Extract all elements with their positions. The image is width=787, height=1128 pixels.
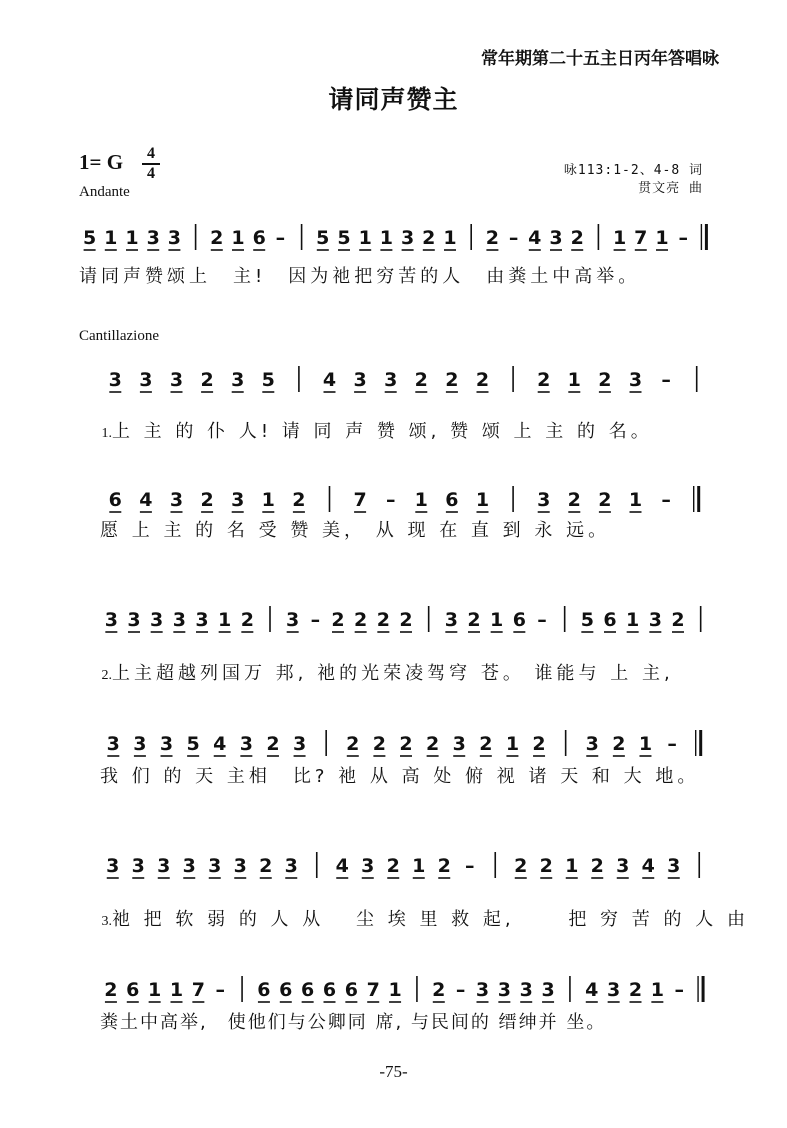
note: 2 [240, 609, 254, 631]
note: 2 [399, 733, 413, 755]
note: 3 [384, 369, 398, 391]
note: 3 [169, 369, 184, 391]
key-signature: 1= G [79, 150, 124, 174]
note: 2 [346, 733, 360, 755]
tempo-marking-refrain: Andante [79, 184, 130, 200]
note: 3 [182, 855, 196, 877]
note: 1 [626, 609, 640, 631]
note: 6 [344, 979, 358, 1001]
jianpu-notes [100, 600, 720, 640]
note: 2 [475, 369, 490, 391]
note: 1 [443, 227, 457, 249]
page-title: 请同声赞主 [328, 87, 459, 114]
dash-note: – [661, 489, 671, 511]
note: 1 [638, 733, 653, 755]
note: 7 [353, 489, 367, 511]
note: 6 [512, 609, 526, 631]
note: 2 [266, 733, 280, 755]
notation-line-verse2-b [100, 724, 720, 764]
note: 2 [671, 609, 685, 631]
note: 6 [603, 609, 617, 631]
note: 4 [213, 733, 227, 755]
note: 4 [139, 489, 153, 511]
lyrics-text: 祂 把 软 弱 的 人 从 尘 埃 里 救 起, 把 穷 苦 的 人 由 [111, 909, 749, 930]
jianpu-notes [100, 360, 720, 400]
note: 1 [104, 227, 118, 249]
notation-line-verse3-a [100, 846, 720, 886]
note: 2 [598, 489, 612, 511]
note: 5 [82, 227, 97, 249]
note: 1 [655, 227, 669, 249]
note: 1 [612, 227, 627, 249]
dash-note: – [678, 227, 688, 249]
lyrics-refrain: 请同声赞颂上 主! 因为祂把穷苦的人 由粪土中高举。 [79, 266, 641, 287]
note: 2 [331, 609, 345, 631]
note: 6 [257, 979, 271, 1001]
note: 5 [261, 369, 275, 391]
note: 5 [337, 227, 351, 249]
note: 2 [259, 855, 273, 877]
note: 2 [425, 733, 440, 755]
jianpu-notes [79, 218, 719, 258]
note: 1 [628, 489, 643, 511]
note: 2 [414, 369, 428, 391]
tempo-marking-verses: Cantillazione [79, 328, 159, 344]
note: 3 [208, 855, 222, 877]
time-signature-bottom: 4 [147, 165, 155, 182]
note: 3 [150, 609, 164, 631]
note: 2 [292, 489, 306, 511]
note: 3 [146, 227, 160, 249]
note: 3 [131, 855, 145, 877]
note: 1 [379, 227, 394, 249]
note: 5 [316, 227, 330, 249]
dash-note: – [674, 979, 684, 1001]
note: 3 [167, 227, 182, 249]
lyrics-text: 上主超越列国万 邦, 祂的光荣凌驾穹 苍。 谁能与 上 主, [111, 663, 674, 684]
note: 2 [567, 489, 581, 511]
note: 3 [159, 733, 174, 755]
notation-line-verse2-a [100, 600, 720, 640]
note: 3 [541, 979, 555, 1001]
note: 2 [467, 609, 481, 631]
note: 3 [292, 733, 307, 755]
note: 6 [126, 979, 140, 1001]
note: 1 [505, 733, 520, 755]
note: 2 [485, 227, 500, 249]
note: 1 [412, 855, 426, 877]
note: 6 [252, 227, 266, 249]
dash-note: – [455, 979, 466, 1001]
notation-line-verse1-b [100, 480, 720, 520]
lyrics-text: 上 主 的 仆 人! 请 同 声 赞 颂, 赞 颂 上 主 的 名。 [111, 421, 653, 442]
note: 4 [641, 855, 655, 877]
note: 1 [490, 609, 504, 631]
notation-line-verse1-a [100, 360, 720, 400]
verse-number: 2. [101, 668, 112, 683]
lyricist-credit: 咏113:1-2、4-8 词 [563, 163, 703, 178]
note: 2 [539, 855, 553, 877]
note: 3 [361, 855, 375, 877]
note: 6 [301, 979, 315, 1001]
note: 2 [628, 979, 643, 1001]
dash-note: – [465, 855, 475, 877]
note: 3 [104, 609, 118, 631]
note: 7 [366, 979, 380, 1001]
note: 7 [634, 227, 648, 249]
note: 7 [191, 979, 205, 1001]
note: 2 [437, 855, 451, 877]
lyrics-verse2-b: 我 们 的 天 主相 比? 祂 从 高 处 俯 视 诸 天 和 大 地。 [100, 766, 700, 787]
note: 2 [200, 369, 214, 391]
note: 3 [452, 733, 466, 755]
note: 2 [104, 979, 118, 1001]
note: 1 [169, 979, 184, 1001]
note: 2 [598, 369, 612, 391]
jianpu-notes [100, 970, 720, 1010]
note: 4 [585, 979, 599, 1001]
note: 1 [358, 227, 372, 249]
verse-number: 3. [101, 914, 112, 929]
note: 1 [261, 489, 275, 511]
note: 2 [372, 733, 387, 755]
dash-note: – [661, 369, 671, 391]
note: 2 [590, 855, 604, 877]
lyrics-verse1-b: 愿 上 主 的 名 受 赞 美， 从 现 在 直 到 永 远。 [100, 520, 611, 541]
note: 3 [475, 979, 490, 1001]
note: 5 [580, 609, 594, 631]
note: 5 [186, 733, 200, 755]
note: 6 [445, 489, 459, 511]
note: 3 [353, 369, 367, 391]
jianpu-notes [100, 480, 720, 520]
note: 6 [108, 489, 122, 511]
note: 2 [200, 489, 214, 511]
dash-note: – [310, 609, 321, 631]
lyrics-verse1-a [82, 396, 653, 443]
note: 3 [648, 609, 662, 631]
note: 3 [106, 733, 120, 755]
dash-note: – [215, 979, 225, 1001]
note: 3 [497, 979, 511, 1001]
note: 2 [210, 227, 224, 249]
note: 3 [616, 855, 630, 877]
lyrics-verse3-b: 粪土中高举, 使他们与公卿同 席, 与民间的 缙绅并 坐。 [100, 1012, 607, 1033]
note: 2 [537, 369, 551, 391]
note: 4 [335, 855, 349, 877]
note: 3 [400, 227, 415, 249]
lyrics-verse3-a [82, 884, 749, 931]
note: 1 [231, 227, 245, 249]
note: 1 [650, 979, 664, 1001]
note: 1 [148, 979, 162, 1001]
note: 3 [607, 979, 621, 1001]
note: 3 [139, 369, 153, 391]
note: 1 [414, 489, 428, 511]
note: 1 [475, 489, 490, 511]
notation-line-refrain [79, 218, 719, 258]
composer-credit: 贯文亮 曲 [638, 181, 703, 196]
note: 2 [399, 609, 413, 631]
note: 2 [386, 855, 400, 877]
note: 3 [133, 733, 147, 755]
note: 2 [532, 733, 546, 755]
note: 3 [667, 855, 681, 877]
note: 3 [537, 489, 551, 511]
note: 3 [106, 855, 120, 877]
note: 2 [432, 979, 446, 1001]
dash-note: – [508, 227, 519, 249]
note: 2 [445, 369, 459, 391]
note: 3 [239, 733, 253, 755]
dash-note: – [667, 733, 677, 755]
lyrics-verse2-a [82, 638, 674, 685]
dash-note: – [385, 489, 396, 511]
note: 1 [218, 609, 232, 631]
jianpu-notes [100, 846, 720, 886]
note: 3 [444, 609, 458, 631]
note: 1 [565, 855, 579, 877]
note: 3 [231, 369, 245, 391]
note: 3 [628, 369, 643, 391]
note: 2 [479, 733, 493, 755]
verse-number: 1. [101, 426, 112, 441]
note: 6 [322, 979, 337, 1001]
note: 2 [612, 733, 626, 755]
note: 2 [422, 227, 436, 249]
dash-note: – [537, 609, 547, 631]
note: 3 [157, 855, 171, 877]
note: 3 [169, 489, 184, 511]
note: 1 [388, 979, 402, 1001]
note: 6 [279, 979, 293, 1001]
note: 3 [231, 489, 245, 511]
note: 3 [284, 855, 298, 877]
note: 2 [570, 227, 584, 249]
note: 4 [528, 227, 542, 249]
time-signature [142, 146, 160, 182]
jianpu-notes [100, 724, 720, 764]
note: 2 [376, 609, 390, 631]
note: 3 [585, 733, 599, 755]
note: 3 [195, 609, 209, 631]
note: 3 [172, 609, 186, 631]
note: 3 [549, 227, 563, 249]
note: 3 [286, 609, 300, 631]
note: 4 [322, 369, 337, 391]
note: 2 [514, 855, 528, 877]
time-signature-top: 4 [147, 145, 155, 162]
note: 3 [108, 369, 122, 391]
note: 3 [127, 609, 141, 631]
note: 2 [354, 609, 368, 631]
note: 3 [519, 979, 533, 1001]
header-caption: 常年期第二十五主日丙年答唱咏 [481, 49, 719, 68]
credits [564, 162, 703, 198]
page-number: -75- [379, 1062, 408, 1081]
note: 3 [233, 855, 247, 877]
note: 1 [567, 369, 581, 391]
dash-note: – [275, 227, 286, 249]
notation-line-verse3-b [100, 970, 720, 1010]
note: 1 [125, 227, 139, 249]
